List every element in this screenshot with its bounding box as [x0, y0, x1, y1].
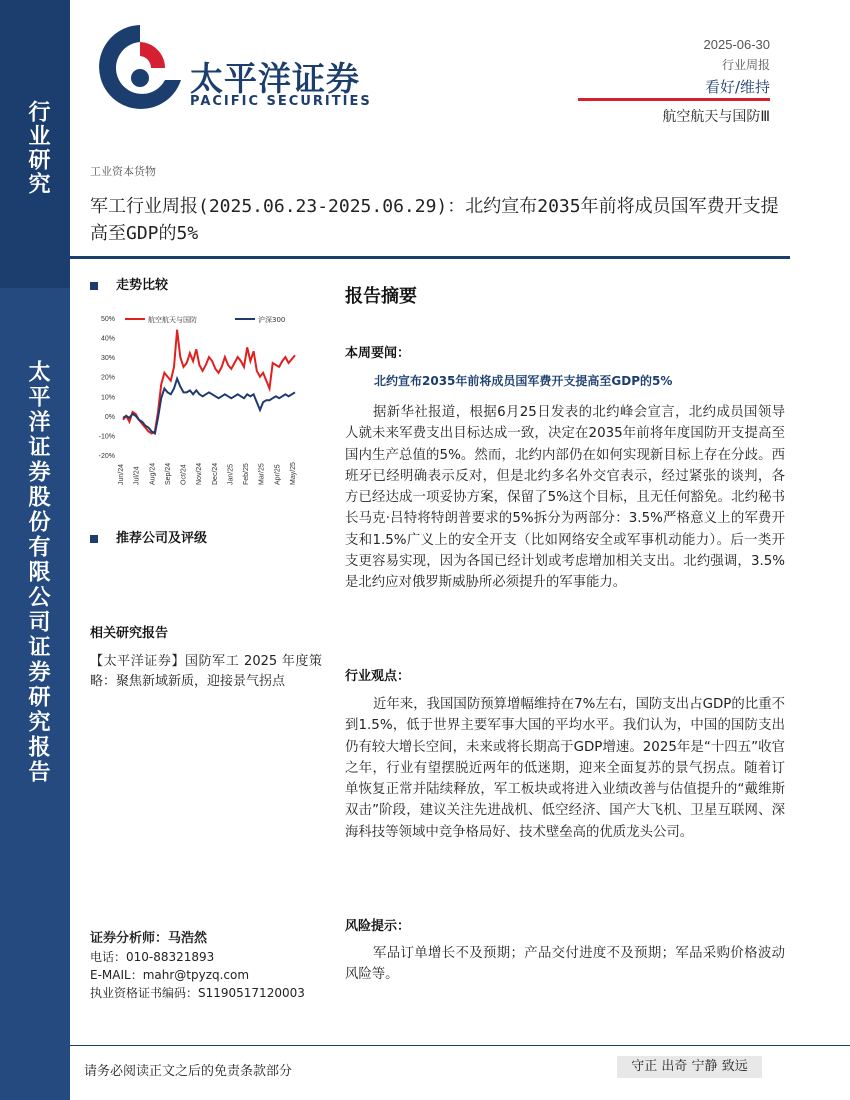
x-tick-label: Jul/24 — [133, 466, 141, 485]
industry-category: 工业资本货物 — [90, 165, 156, 178]
y-tick-label: 0% — [104, 413, 115, 421]
x-tick-label: Mar/25 — [258, 463, 266, 485]
news-subheading: 北约宣布2035年前将成员国军费开支提高至GDP的5% — [374, 374, 673, 388]
y-tick-label: 10% — [100, 394, 115, 402]
x-tick-label: Sep/24 — [164, 462, 172, 485]
x-tick-label: Feb/25 — [243, 463, 251, 485]
report-title: 军工行业周报(2025.06.23-2025.06.29)：北约宣布2035年前将成员国军费开支提高至GDP的5% — [90, 196, 779, 244]
analyst-email[interactable]: E-MAIL：mahr@tpyzq.com — [90, 968, 250, 982]
x-tick-label: Oct/24 — [180, 464, 188, 485]
news-paragraph: 据新华社报道，根据6月25日发表的北约峰会宣言，北约成员国领导人就未来军费支出目标达成一致，决定在2035年前将年度国防开支提高至国内生产总值的5%。然而，北约内部仍在如何实现新目标上存在分歧。西班牙已经明确表示反对，但是北约多名外交官表示，经过紧张的谈判，各方已经达成一项妥协方案，保留了5%这个目标，且无任何豁免。北约秘书长马克·吕特将特朗普要求的5%拆分为两部分：3.5%严格意义上的军费开支和1.5%广义上的安全开支（比如网络安全或军事机动能力）。后一类开支更容易实现，因为各国已经计划或考虑增加相关支出。北约强调，3.5%是北约应对俄罗斯威胁所必须提升的军事能力。 — [345, 405, 785, 591]
x-tick-label: May/25 — [290, 462, 297, 485]
analyst-phone: 电话：010-88321893 — [90, 950, 215, 964]
y-tick-label: 30% — [100, 355, 115, 363]
x-tick-label: Nov/24 — [196, 462, 204, 485]
report-type: 行业周报 — [721, 58, 770, 72]
risk-heading: 风险提示： — [345, 919, 411, 934]
footer-divider — [70, 1045, 850, 1046]
logo-chinese-name: 太平洋证券 — [190, 59, 360, 98]
logo-english-name: PACIFIC SECURITIES — [190, 94, 372, 109]
view-paragraph: 近年来，我国国防预算增幅维持在7%左右，国防支出占GDP的比重不到1.5%，低于世界主要军事大国的平均水平。我们认为，中国的国防支出仍有较大增长空间，未来或将长期高于GDP增速。2025年是“十四五”收官之年，行业有望摆脱近两年的低迷期，迎来全面复苏的景气拐点。随着订单恢复正常并陆续释放，军工板块或将进入业绩改善与估值提升的“戴维斯双击”阶段，建议关注先进战机、低空经济、国产大飞机、卫星互联网、深海科技等领域中竞争格局好、技术壁垒高的优质龙头公司。 — [345, 697, 785, 840]
legend-label: 沪深300 — [258, 316, 286, 324]
related-heading: 相关研究报告 — [90, 626, 169, 641]
company-logo — [95, 20, 185, 134]
risk-paragraph: 军品订单增长不及预期；产品交付进度不及预期；军品采购价格波动风险等。 — [345, 946, 785, 983]
y-tick-label: 20% — [100, 374, 115, 382]
report-date: 2025-06-30 — [703, 37, 770, 52]
bullet-square-icon — [90, 282, 98, 290]
y-tick-label: 40% — [100, 335, 115, 343]
analyst-license: 执业资格证书编码：S1190517120003 — [90, 986, 305, 1000]
view-heading: 行业观点： — [345, 669, 411, 684]
summary-heading: 报告摘要 — [345, 286, 417, 307]
y-tick-label: -20% — [98, 453, 115, 460]
analyst-name: 证券分析师：马浩然 — [90, 931, 208, 946]
news-heading: 本周要闻： — [345, 346, 411, 361]
recommend-heading — [90, 527, 207, 546]
bullet-square-icon — [90, 535, 98, 543]
sidebar-company-label: 太平洋证券股份有限公司证券研究报告 — [25, 360, 50, 785]
disclaimer-text: 请务必阅读正文之后的免责条款部分 — [84, 1064, 293, 1079]
series-line-defense — [123, 330, 295, 434]
rating-label: 看好/维持 — [704, 78, 770, 96]
x-tick-label: Jan/25 — [227, 463, 235, 485]
trend-chart — [90, 305, 320, 505]
related-report-link[interactable]: 【太平洋证券】国防军工 2025 年度策略：聚焦新域新质，迎接景气拐点 — [90, 654, 322, 689]
analyst-info — [90, 930, 305, 1002]
x-tick-label: Jun/24 — [118, 463, 125, 485]
x-tick-label: Apr/25 — [274, 464, 282, 485]
legend-label: 航空航天与国防 — [148, 316, 197, 324]
recommend-heading-text: 推荐公司及评级 — [116, 531, 208, 546]
trend-heading — [90, 274, 168, 293]
company-motto: 守正 出奇 宁静 致远 — [617, 1056, 762, 1078]
y-tick-label: 50% — [100, 316, 115, 323]
rating-underline — [578, 98, 770, 101]
title-divider — [70, 256, 790, 259]
x-tick-label: Aug/24 — [149, 462, 157, 485]
y-tick-label: -10% — [98, 433, 115, 441]
x-tick-label: Dec/24 — [211, 462, 219, 485]
sidebar — [0, 0, 70, 1100]
sidebar-category-label: 行业研究 — [25, 100, 50, 196]
sector-label: 航空航天与国防Ⅲ — [662, 109, 770, 125]
trend-heading-text: 走势比较 — [116, 278, 169, 293]
